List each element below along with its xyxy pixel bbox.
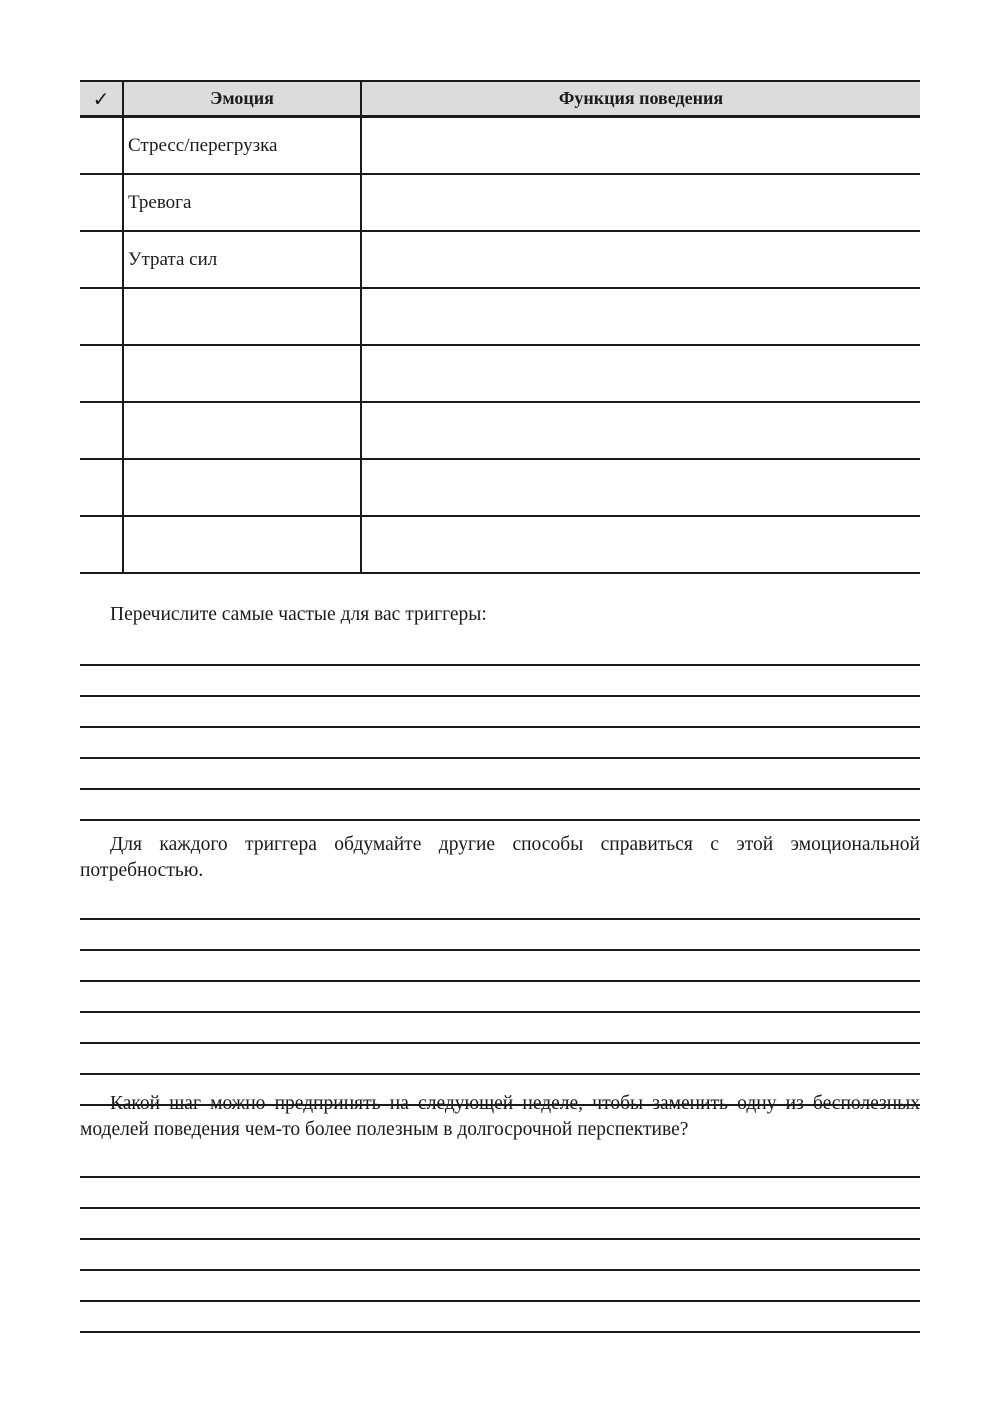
emotion-cell[interactable]: Утрата сил: [123, 231, 361, 288]
check-cell[interactable]: [80, 402, 123, 459]
function-cell[interactable]: [361, 402, 920, 459]
answer-line[interactable]: [80, 920, 920, 951]
coping-prompt: Для каждого триггера обдумайте другие способы справиться с этой эмоциональной потребностью.: [80, 834, 920, 881]
table-row: [80, 345, 920, 402]
answer-line[interactable]: [80, 1209, 920, 1240]
emotion-cell[interactable]: [123, 288, 361, 345]
coping-answer-lines: [80, 889, 920, 1106]
answer-line[interactable]: [80, 1044, 920, 1075]
emotion-function-table: [80, 80, 920, 574]
triggers-prompt: Перечислите самые частые для вас триггеры:: [110, 604, 487, 625]
table-row: [80, 516, 920, 573]
table-row: [80, 288, 920, 345]
check-cell[interactable]: [80, 174, 123, 231]
emotion-column-header: Эмоция: [123, 81, 361, 117]
answer-line[interactable]: [80, 982, 920, 1013]
emotion-cell[interactable]: [123, 402, 361, 459]
answer-line[interactable]: [80, 635, 920, 666]
table-row: [80, 459, 920, 516]
table-row: [80, 231, 920, 288]
answer-line[interactable]: [80, 1271, 920, 1302]
emotion-cell[interactable]: [123, 459, 361, 516]
table-header-row: [80, 81, 920, 117]
function-cell[interactable]: [361, 459, 920, 516]
answer-line[interactable]: [80, 951, 920, 982]
answer-line[interactable]: [80, 790, 920, 821]
check-column-header: [80, 81, 123, 117]
check-cell[interactable]: [80, 516, 123, 573]
answer-line[interactable]: [80, 1178, 920, 1209]
answer-line[interactable]: [80, 1240, 920, 1271]
function-cell[interactable]: [361, 516, 920, 573]
emotion-cell[interactable]: [123, 345, 361, 402]
function-cell[interactable]: [361, 117, 920, 175]
table-row: [80, 174, 920, 231]
function-cell[interactable]: [361, 288, 920, 345]
answer-line[interactable]: [80, 728, 920, 759]
emotion-cell[interactable]: Тревога: [123, 174, 361, 231]
answer-line[interactable]: [80, 697, 920, 728]
answer-line[interactable]: [80, 1302, 920, 1333]
emotion-cell[interactable]: [123, 516, 361, 573]
next-step-prompt: Какой шаг можно предпринять на следующей неделе, чтобы заменить одну из бесполезных моделей поведения чем-то более полезным в долгосрочной перспективе?: [80, 1093, 920, 1140]
answer-line[interactable]: [80, 889, 920, 920]
checkmark-icon: ✓: [92, 86, 110, 111]
emotion-cell[interactable]: Стресс/перегрузка: [123, 117, 361, 175]
triggers-answer-lines: [80, 635, 920, 821]
coping-section: [80, 832, 920, 1106]
next-step-section: [80, 1091, 920, 1333]
answer-line[interactable]: [80, 1013, 920, 1044]
next-step-answer-lines: [80, 1147, 920, 1333]
function-cell[interactable]: [361, 231, 920, 288]
worksheet-page: [80, 80, 920, 1140]
function-cell[interactable]: [361, 345, 920, 402]
answer-line[interactable]: [80, 666, 920, 697]
check-cell[interactable]: [80, 459, 123, 516]
table-row: [80, 402, 920, 459]
check-cell[interactable]: [80, 117, 123, 175]
function-cell[interactable]: [361, 174, 920, 231]
function-column-header: Функция поведения: [361, 81, 920, 117]
check-cell[interactable]: [80, 231, 123, 288]
triggers-section: [80, 602, 920, 821]
check-cell[interactable]: [80, 345, 123, 402]
answer-line[interactable]: [80, 1147, 920, 1178]
answer-line[interactable]: [80, 759, 920, 790]
table-row: [80, 117, 920, 175]
check-cell[interactable]: [80, 288, 123, 345]
